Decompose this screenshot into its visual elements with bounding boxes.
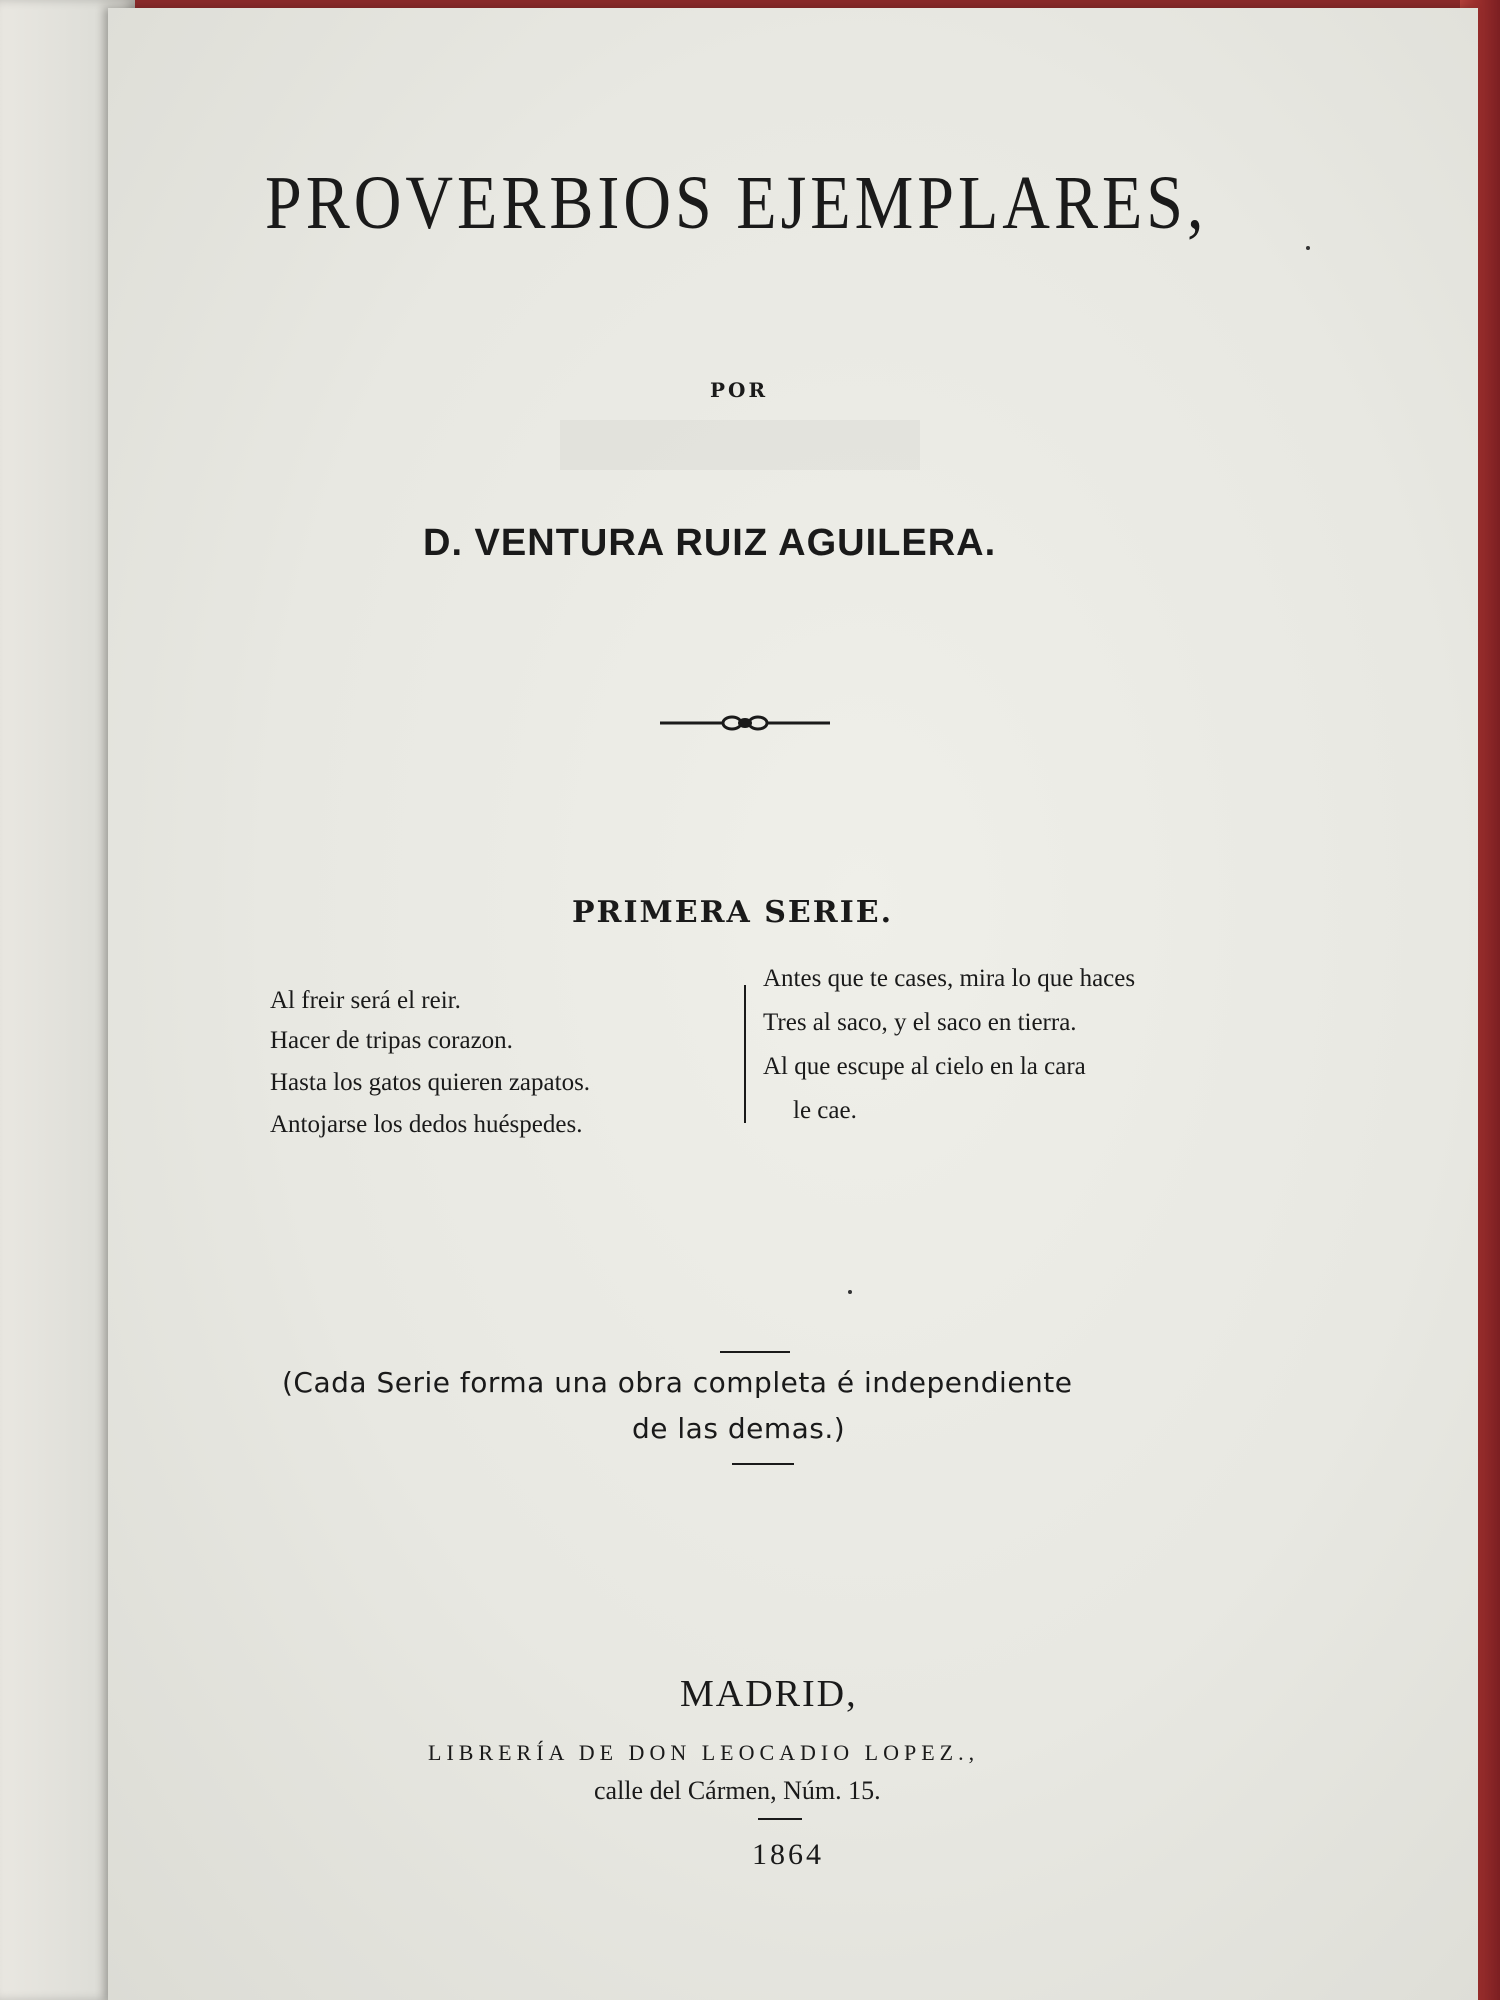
column-divider xyxy=(744,985,746,1123)
series-heading: PRIMERA SERIE. xyxy=(572,895,894,930)
imprint-publisher: LIBRERÍA DE DON LEOCADIO LOPEZ., xyxy=(428,1740,980,1765)
author-name: D. VENTURA RUIZ AGUILERA. xyxy=(423,522,997,564)
proverb-line: le cae. xyxy=(793,1097,857,1124)
proverb-line: Antojarse los dedos huéspedes. xyxy=(270,1111,583,1138)
series-note-line1: (Cada Serie forma una obra completa é independiente xyxy=(282,1366,1073,1399)
rule-below-note xyxy=(732,1463,794,1465)
imprint-city: MADRID, xyxy=(680,1673,858,1715)
imprint-address: calle del Cármen, Núm. 15. xyxy=(594,1776,881,1805)
imprint-year: 1864 xyxy=(752,1838,824,1871)
proverb-line: Al freir será el reir. xyxy=(270,987,461,1014)
proverb-line: Al que escupe al cielo en la cara xyxy=(763,1053,1086,1080)
rule-above-year xyxy=(758,1818,802,1820)
proverb-line: Hasta los gatos quieren zapatos. xyxy=(270,1069,591,1096)
paper-speck xyxy=(1306,246,1310,250)
by-label: POR xyxy=(710,378,769,402)
proverb-line: Antes que te cases, mira lo que haces xyxy=(763,965,1136,992)
proverb-line: Hacer de tripas corazon. xyxy=(270,1027,513,1054)
series-note-line2: de las demas.) xyxy=(632,1412,846,1445)
book-title: PROVERBIOS EJEMPLARES, xyxy=(265,161,1208,246)
rule-above-note xyxy=(720,1351,790,1353)
show-through-shading xyxy=(560,420,920,470)
ornament-divider xyxy=(660,712,830,734)
proverb-line: Tres al saco, y el saco en tierra. xyxy=(763,1009,1077,1036)
paper-speck xyxy=(848,1290,852,1294)
